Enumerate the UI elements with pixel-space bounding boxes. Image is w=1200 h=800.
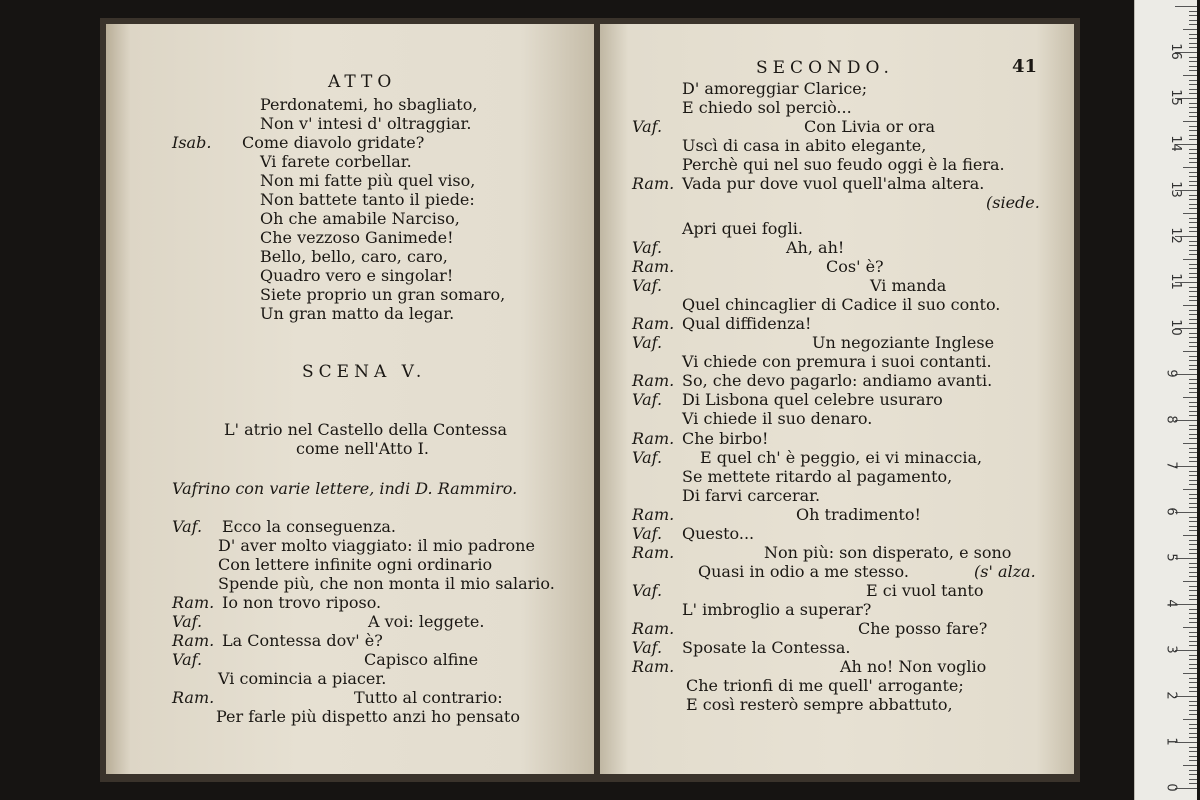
ruler-tick [1189,563,1197,564]
ruler-tick [1189,540,1197,541]
dialogue-line: Di farvi carcerar. [682,486,821,505]
ruler-tick [1189,434,1197,435]
speaker-label: Vaf. [632,238,663,257]
scene-setting: come nell'Atto I. [296,439,429,458]
ruler-tick [1189,655,1197,656]
ruler-tick [1189,296,1197,297]
dialogue-line: Io non trovo riposo. [222,593,382,612]
ruler-tick [1189,126,1197,127]
ruler-tick [1189,770,1197,771]
ruler-tick [1183,397,1197,398]
ruler-tick [1189,503,1197,504]
speaker-label: Vaf. [172,612,203,631]
ruler-tick [1189,429,1197,430]
verse-line: Bello, bello, caro, caro, [260,247,448,266]
speaker-label: Ram. [172,631,215,650]
dialogue-line: Ah no! Non voglio [840,657,987,676]
scene-setting: L' atrio nel Castello della Contessa [224,420,507,439]
ruler-tick [1183,29,1197,30]
ruler-tick [1189,112,1197,113]
speaker-label: Ram. [632,314,675,333]
speaker-label: Vaf. [632,524,663,543]
verse-line: Un gran matto da legar. [260,304,455,323]
ruler-tick [1183,167,1197,168]
ruler-number: 1 [1163,737,1179,746]
speaker-label: Ram. [632,657,675,676]
ruler-number: 10 [1167,319,1183,336]
ruler-tick [1189,149,1197,150]
dialogue-line: E così resterò sempre abbattuto, [686,695,953,714]
ruler-tick [1189,369,1197,370]
ruler-tick [1189,61,1197,62]
ruler-tick [1189,231,1197,232]
ruler-tick [1189,475,1197,476]
ruler-tick [1189,323,1197,324]
ruler-number: 8 [1163,415,1179,424]
ruler-number: 14 [1167,135,1183,152]
ruler-tick [1189,733,1197,734]
dialogue-line: A voi: leggete. [368,612,485,631]
right-page [600,24,1074,774]
ruler-number: 16 [1167,43,1183,60]
speaker-label: Ram. [172,593,215,612]
ruler-tick [1189,70,1197,71]
dialogue-line: Non più: son disperato, e sono [764,543,1012,562]
verse-line: Vi farete corbellar. [260,152,412,171]
ruler-tick [1189,779,1197,780]
ruler-tick [1189,176,1197,177]
ruler-tick [1189,291,1197,292]
ruler-tick [1189,47,1197,48]
dialogue-line: La Contessa dov' è? [222,631,383,650]
dialogue-line: L' imbroglio a superar? [682,600,872,619]
speaker-label: Ram. [632,505,675,524]
ruler-tick [1189,553,1197,554]
ruler-tick [1189,287,1197,288]
speaker-label: Isab. [172,133,212,152]
ruler-tick [1189,139,1197,140]
ruler-tick [1189,425,1197,426]
dialogue-line: Vi manda [870,276,947,295]
ruler-tick [1189,636,1197,637]
dialogue-line: Vi comincia a piacer. [218,669,387,688]
ruler-tick [1189,618,1197,619]
dialogue-line: Se mettete ritardo al pagamento, [682,467,953,486]
dialogue-line: Quel chincaglier di Cadice il suo conto. [682,295,1001,314]
stage-direction: (s' alza. [974,562,1036,581]
ruler-tick [1189,586,1197,587]
ruler-tick [1189,457,1197,458]
ruler-tick [1189,641,1197,642]
ruler-tick [1183,213,1197,214]
ruler-tick [1183,259,1197,260]
ruler-tick [1189,365,1197,366]
ruler-tick [1189,498,1197,499]
verse-line: Come diavolo gridate? [242,133,425,152]
ruler-tick [1189,710,1197,711]
speaker-label: Vaf. [172,650,203,669]
verse-line: Oh che amabile Narciso, [260,209,460,228]
ruler-number: 11 [1167,273,1183,290]
dialogue-line: Vada pur dove vuol quell'alma altera. [682,174,985,193]
dialogue-line: E quel ch' è peggio, ei vi minaccia, [700,448,983,467]
ruler-tick [1189,38,1197,39]
open-book [100,18,1080,782]
speaker-label: Vaf. [632,581,663,600]
ruler-tick [1189,471,1197,472]
dialogue-line: Che birbo! [682,429,769,448]
ruler-tick [1189,383,1197,384]
page-header-left: ATTO [328,72,397,92]
ruler-tick [1189,590,1197,591]
dialogue-line: Qual diffidenza! [682,314,812,333]
ruler-tick [1189,20,1197,21]
ruler-tick [1189,530,1197,531]
ruler-tick [1183,719,1197,720]
ruler-tick [1189,774,1197,775]
ruler-tick [1189,84,1197,85]
ruler-tick [1189,314,1197,315]
dialogue-line: Ecco la conseguenza. [222,517,397,536]
speaker-label: Ram. [632,257,675,276]
dialogue-line: D' amoreggiar Clarice; [682,79,868,98]
ruler-tick [1189,406,1197,407]
measurement-ruler [1134,0,1197,800]
ruler-tick [1189,218,1197,219]
ruler-tick [1189,783,1197,784]
speaker-label: Vaf. [632,448,663,467]
speaker-label: Ram. [632,429,675,448]
ruler-tick [1189,277,1197,278]
dialogue-line: So, che devo pagarlo: andiamo avanti. [682,371,993,390]
ruler-tick [1189,392,1197,393]
speaker-label: Ram. [632,371,675,390]
ruler-tick [1183,443,1197,444]
ruler-tick [1189,43,1197,44]
ruler-number: 2 [1163,691,1179,700]
dialogue-line: Vi chiede il suo denaro. [682,409,873,428]
ruler-tick [1189,415,1197,416]
speaker-label: Vaf. [632,390,663,409]
ruler-tick [1189,452,1197,453]
ruler-tick [1189,245,1197,246]
page-number: 41 [1012,56,1038,77]
ruler-tick [1189,66,1197,67]
ruler-number: 12 [1167,227,1183,244]
ruler-tick [1183,351,1197,352]
ruler-tick [1189,89,1197,90]
ruler-tick [1189,549,1197,550]
dialogue-line: Sposate la Contessa. [682,638,851,657]
ruler-tick [1189,687,1197,688]
ruler-tick [1189,737,1197,738]
ruler-number: 4 [1163,599,1179,608]
dialogue-line: Con Livia or ora [804,117,935,136]
ruler-tick [1189,747,1197,748]
verse-line: Che vezzoso Ganimede! [260,228,454,247]
ruler-tick [1189,507,1197,508]
dialogue-line: Ah, ah! [786,238,845,257]
ruler-number: 5 [1163,553,1179,562]
ruler-tick [1189,448,1197,449]
ruler-tick [1189,576,1197,577]
ruler-tick [1183,581,1197,582]
ruler-tick [1183,305,1197,306]
dialogue-line: E chiedo sol perciò... [682,98,852,117]
ruler-number: 9 [1163,369,1179,378]
ruler-tick [1189,411,1197,412]
ruler-tick [1189,544,1197,545]
ruler-tick [1189,15,1197,16]
ruler-tick [1189,682,1197,683]
ruler-number: 13 [1167,181,1183,198]
ruler-tick [1183,673,1197,674]
ruler-tick [1189,402,1197,403]
ruler-tick [1189,494,1197,495]
ruler-tick [1189,599,1197,600]
ruler-tick [1189,346,1197,347]
speaker-label: Vaf. [632,333,663,352]
ruler-tick [1189,609,1197,610]
ruler-tick [1189,158,1197,159]
ruler-tick [1189,80,1197,81]
ruler-tick [1189,153,1197,154]
scene-title: SCENA V. [302,362,427,382]
ruler-number: 6 [1163,507,1179,516]
ruler-tick [1189,268,1197,269]
dialogue-line: Cos' è? [826,257,884,276]
ruler-tick [1189,181,1197,182]
ruler-tick [1189,172,1197,173]
ruler-tick [1189,622,1197,623]
ruler-tick [1189,572,1197,573]
verse-line: Non mi fatte più quel viso, [260,171,476,190]
ruler-tick [1189,135,1197,136]
ruler-tick [1189,103,1197,104]
ruler-number: 3 [1163,645,1179,654]
ruler-tick [1183,627,1197,628]
ruler-tick [1189,57,1197,58]
ruler-tick [1183,121,1197,122]
ruler-tick [1189,93,1197,94]
ruler-number: 0 [1163,783,1179,792]
ruler-tick [1189,756,1197,757]
ruler-tick [1189,241,1197,242]
ruler-number: 15 [1167,89,1183,106]
dialogue-line: Questo... [682,524,755,543]
stage-direction: (siede. [986,193,1040,212]
ruler-tick [1189,438,1197,439]
ruler-tick [1189,526,1197,527]
speaker-label: Ram. [632,174,675,193]
ruler-tick [1189,760,1197,761]
dialogue-line: Spende più, che non monta il mio salario. [218,574,555,593]
ruler-tick [1189,227,1197,228]
ruler-tick [1189,705,1197,706]
ruler-tick [1189,379,1197,380]
ruler-tick [1189,521,1197,522]
ruler-tick [1189,254,1197,255]
ruler-tick [1189,388,1197,389]
ruler-tick [1189,333,1197,334]
ruler-tick [1189,273,1197,274]
dialogue-line: Che posso fare? [858,619,988,638]
ruler-tick [1189,480,1197,481]
dialogue-line: Con lettere infinite ogni ordinario [218,555,493,574]
ruler-tick [1189,34,1197,35]
dialogue-line: E ci vuol tanto [866,581,984,600]
ruler-tick [1183,765,1197,766]
dialogue-line: Oh tradimento! [796,505,921,524]
ruler-tick [1175,6,1197,7]
ruler-tick [1189,107,1197,108]
ruler-tick [1189,360,1197,361]
ruler-tick [1189,728,1197,729]
ruler-tick [1183,535,1197,536]
ruler-tick [1189,195,1197,196]
speaker-label: Vaf. [632,276,663,295]
ruler-tick [1189,222,1197,223]
ruler-tick [1189,714,1197,715]
dialogue-line: Apri quei fogli. [682,219,803,238]
ruler-tick [1189,484,1197,485]
ruler-tick [1189,337,1197,338]
page-header-right: SECONDO. [756,58,894,78]
verse-line: Quadro vero e singolar! [260,266,454,285]
left-page [106,24,594,774]
ruler-tick [1189,664,1197,665]
dialogue-line: Di Lisbona quel celebre usuraro [682,390,943,409]
ruler-tick [1189,645,1197,646]
verse-line: Non battete tanto il piede: [260,190,475,209]
ruler-tick [1189,691,1197,692]
verse-line: Perdonatemi, ho sbagliato, [260,95,478,114]
dialogue-line: Tutto al contrario: [354,688,503,707]
ruler-tick [1189,356,1197,357]
ruler-tick [1189,208,1197,209]
dialogue-line: Capisco alfine [364,650,479,669]
speaker-label: Vaf. [632,117,663,136]
ruler-tick [1189,567,1197,568]
ruler-tick [1189,517,1197,518]
ruler-tick [1189,678,1197,679]
ruler-tick [1189,310,1197,311]
verse-line: Siete proprio un gran somaro, [260,285,506,304]
ruler-tick [1189,724,1197,725]
ruler-tick [1189,162,1197,163]
ruler-tick [1189,199,1197,200]
ruler-tick [1189,461,1197,462]
dialogue-line: Un negoziante Inglese [812,333,995,352]
dialogue-line: D' aver molto viaggiato: il mio padrone [218,536,535,555]
speaker-label: Vaf. [632,638,663,657]
ruler-tick [1189,751,1197,752]
ruler-tick [1189,595,1197,596]
ruler-tick [1189,668,1197,669]
dialogue-line: Uscì di casa in abito elegante, [682,136,927,155]
speaker-label: Ram. [172,688,215,707]
ruler-tick [1189,613,1197,614]
ruler-tick [1189,342,1197,343]
ruler-tick [1189,204,1197,205]
ruler-tick [1183,75,1197,76]
speaker-label: Vaf. [172,517,203,536]
ruler-tick [1189,659,1197,660]
ruler-tick [1189,632,1197,633]
ruler-tick [1189,24,1197,25]
dialogue-line: Perchè qui nel suo feudo oggi è la fiera. [682,155,1005,174]
speaker-label: Ram. [632,543,675,562]
ruler-tick [1189,319,1197,320]
ruler-tick [1189,116,1197,117]
ruler-tick [1189,250,1197,251]
dialogue-line: Per farle più dispetto anzi ho pensato [216,707,520,726]
ruler-tick [1183,489,1197,490]
stage-direction: Vafrino con varie lettere, indi D. Rammiro. [172,479,518,498]
speaker-label: Ram. [632,619,675,638]
ruler-number: 7 [1163,461,1179,470]
ruler-tick [1189,185,1197,186]
ruler-tick [1189,264,1197,265]
ruler-tick [1189,300,1197,301]
verse-line: Non v' intesi d' oltraggiar. [260,114,472,133]
dialogue-line: Vi chiede con premura i suoi contanti. [682,352,992,371]
ruler-tick [1189,701,1197,702]
ruler-tick [1189,130,1197,131]
dialogue-line: Quasi in odio a me stesso. [698,562,909,581]
dialogue-line: Che trionfi di me quell' arrogante; [686,676,964,695]
ruler-tick [1189,11,1197,12]
